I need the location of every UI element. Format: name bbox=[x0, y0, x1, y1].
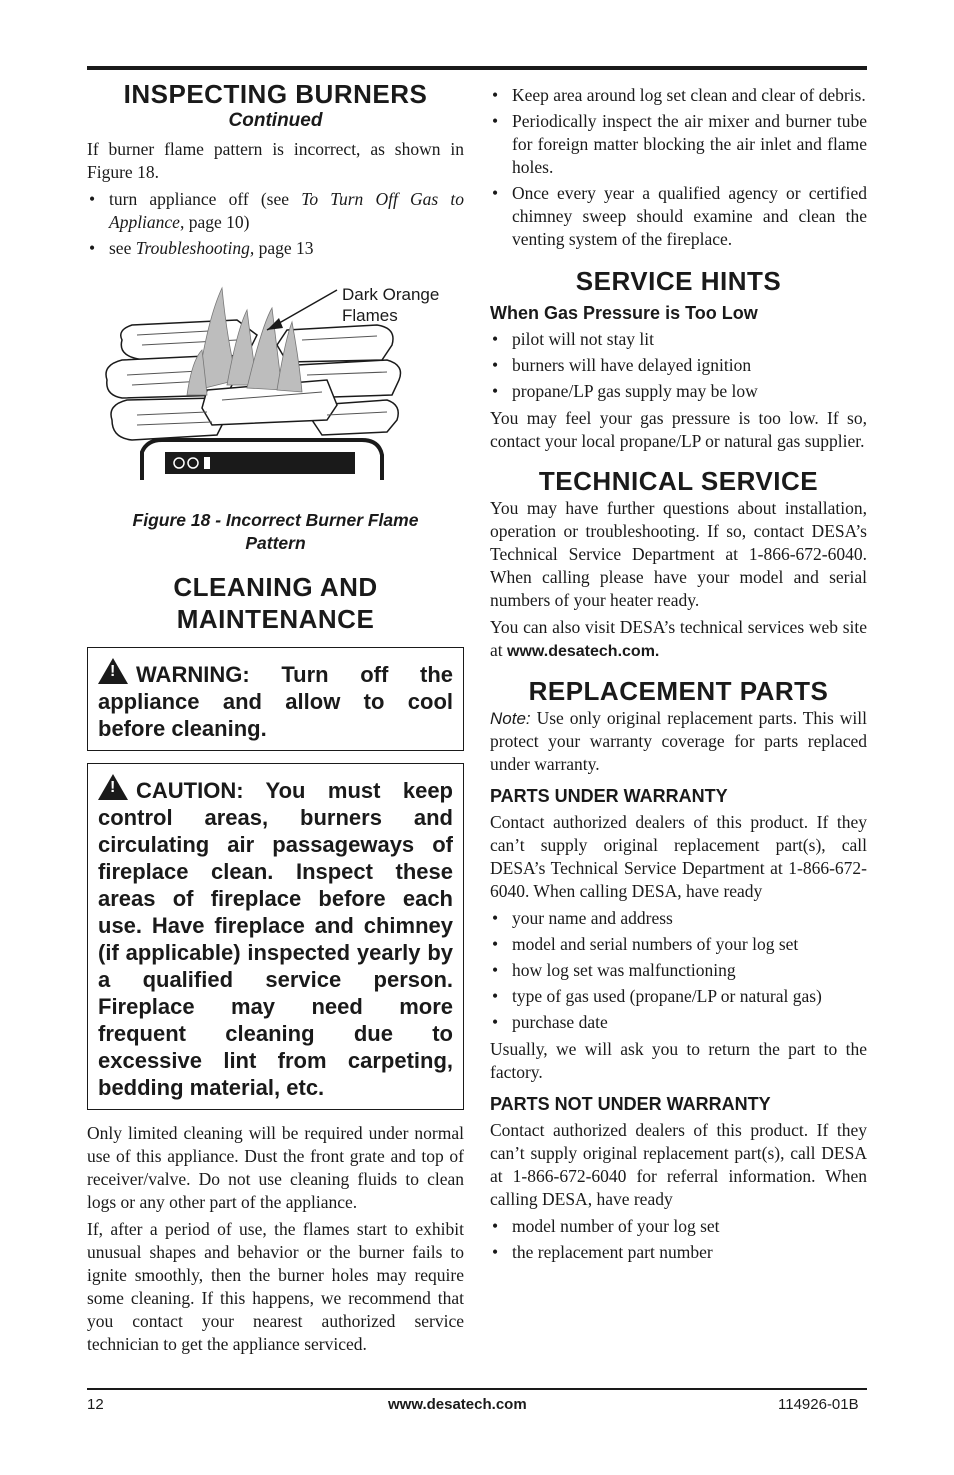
technical-service-title: TECHNICAL SERVICE bbox=[538, 466, 819, 496]
figure-caption: Figure 18 - Incorrect Burner Flame Pattern bbox=[132, 510, 419, 553]
continued-label: Continued bbox=[228, 110, 323, 131]
list-item: • Once every year a qualified agency or certified chimney sweep should examine and clean the venting system of the fireplace. bbox=[492, 183, 867, 249]
list-item: • model number of your log set bbox=[492, 1216, 720, 1236]
cleaning-title-line1: CLEANING AND bbox=[173, 572, 378, 602]
list-item: • how log set was malfunctioning bbox=[492, 960, 736, 980]
warranty-paragraph: Contact authorized dealers of this product. If they can’t supply original replacement part(s), call DESA’s Technical Service Department at 1-866-672-6040. When calling DESA, have ready bbox=[490, 812, 867, 901]
figure-18 bbox=[87, 280, 464, 495]
list-item: • pilot will not stay lit bbox=[492, 329, 654, 349]
inspecting-intro: If burner flame pattern is incorrect, as shown in Figure 18. bbox=[87, 139, 464, 182]
warning-triangle-icon: ! bbox=[98, 658, 128, 684]
bottom-rule bbox=[87, 1388, 867, 1390]
left-column bbox=[87, 78, 464, 1360]
troubleshooting-ref: Troubleshooting, bbox=[135, 238, 255, 258]
gas-pressure-bullets bbox=[490, 328, 867, 403]
parts-under-warranty-head: PARTS UNDER WARRANTY bbox=[490, 786, 728, 806]
list-item: • model and serial numbers of your log set bbox=[492, 934, 799, 954]
list-item: • Periodically inspect the air mixer and burner tube for foreign matter blocking the air inlet and flame holes. bbox=[492, 111, 867, 177]
document-code: 114926-01B bbox=[778, 1396, 859, 1413]
turn-off-gas-ref: To Turn Off Gas to Appliance bbox=[109, 189, 464, 232]
list-item: • type of gas used (propane/LP or natural gas) bbox=[492, 986, 822, 1006]
warranty-paragraph-2: Usually, we will ask you to return the part to the factory. bbox=[490, 1039, 867, 1082]
list-item: • turn appliance off (see To Turn Off Gas to Appliance, page 10) bbox=[89, 189, 464, 232]
maintenance-bullets bbox=[490, 84, 867, 251]
parts-not-under-warranty-head: PARTS NOT UNDER WARRANTY bbox=[490, 1094, 771, 1114]
caution-box: ! CAUTION: You must keep control areas, burners and circulating air passageways of fireplace clean. Inspect these areas of fireplace before each use. Have fireplace and chimney (if applicable) inspected yearly by a qualified service person. Fireplace may need more frequent cleaning due to excessive lint from carpeting, bedding material, etc. bbox=[87, 763, 464, 1110]
inspecting-bullets bbox=[87, 188, 464, 260]
list-item: • purchase date bbox=[492, 1012, 608, 1032]
list-item: • propane/LP gas supply may be low bbox=[492, 381, 758, 401]
cleaning-paragraph-1: Only limited cleaning will be required under normal use of this appliance. Dust the front grate and top of receiver/valve. Do not use cleaning fluids to clean logs or any other part of the appliance. bbox=[87, 1123, 464, 1212]
warning-box: ! WARNING: Turn off the appliance and allow to cool before cleaning. bbox=[87, 647, 464, 751]
cleaning-title-line2: MAINTENANCE bbox=[176, 604, 375, 634]
right-column bbox=[490, 84, 867, 1268]
figure-callout-label: Dark Orange Flames bbox=[342, 285, 440, 325]
service-hints-title: SERVICE HINTS bbox=[575, 266, 782, 296]
warranty-bullets bbox=[490, 907, 867, 1034]
page-number: 12 bbox=[87, 1396, 104, 1413]
cleaning-paragraph-2: If, after a period of use, the flames start to exhibit unusual shapes and behavior or the burner fails to ignite smoothly, then the burner holes may require some cleaning. If this happens, we recommend that you contact your nearest authorized service technician to get the appliance serviced. bbox=[87, 1219, 464, 1354]
desatech-link[interactable]: www.desatech.com. bbox=[507, 643, 660, 660]
inspecting-burners-title: INSPECTING BURNERS bbox=[123, 79, 428, 109]
no-warranty-bullets bbox=[490, 1215, 867, 1264]
top-rule bbox=[87, 66, 867, 70]
list-item: • the replacement part number bbox=[492, 1242, 713, 1262]
warning-triangle-icon: ! bbox=[98, 774, 128, 800]
list-item: • see Troubleshooting, page 13 bbox=[89, 238, 314, 258]
note-label: Note: bbox=[490, 709, 531, 728]
list-item: • Keep area around log set clean and clear of debris. bbox=[492, 85, 866, 105]
no-warranty-paragraph: Contact authorized dealers of this product. If they can’t supply original replacement part(s), call DESA at 1-866-672-6040 for referral information. When calling DESA, have ready bbox=[490, 1120, 867, 1209]
list-item: • your name and address bbox=[492, 908, 673, 928]
replacement-parts-title: REPLACEMENT PARTS bbox=[528, 676, 829, 706]
service-hints-paragraph: You may feel your gas pressure is too low. If so, contact your local propane/LP or natural gas supplier. bbox=[490, 408, 867, 451]
list-item: • burners will have delayed ignition bbox=[492, 355, 752, 375]
footer-url[interactable]: www.desatech.com bbox=[388, 1396, 527, 1413]
gas-pressure-subhead: When Gas Pressure is Too Low bbox=[490, 303, 758, 323]
replacement-note: Note: Use only original replacement parts. This will protect your warranty coverage for parts replaced under warranty. bbox=[490, 708, 867, 774]
technical-paragraph-2: You can also visit DESA’s technical services web site at www.desatech.com. bbox=[490, 617, 867, 660]
technical-paragraph-1: You may have further questions about installation, operation or troubleshooting. If so, contact DESA’s Technical Service Department at 1-866-672-6040. When calling please have your model and serial numbers of your heater ready. bbox=[490, 498, 867, 610]
